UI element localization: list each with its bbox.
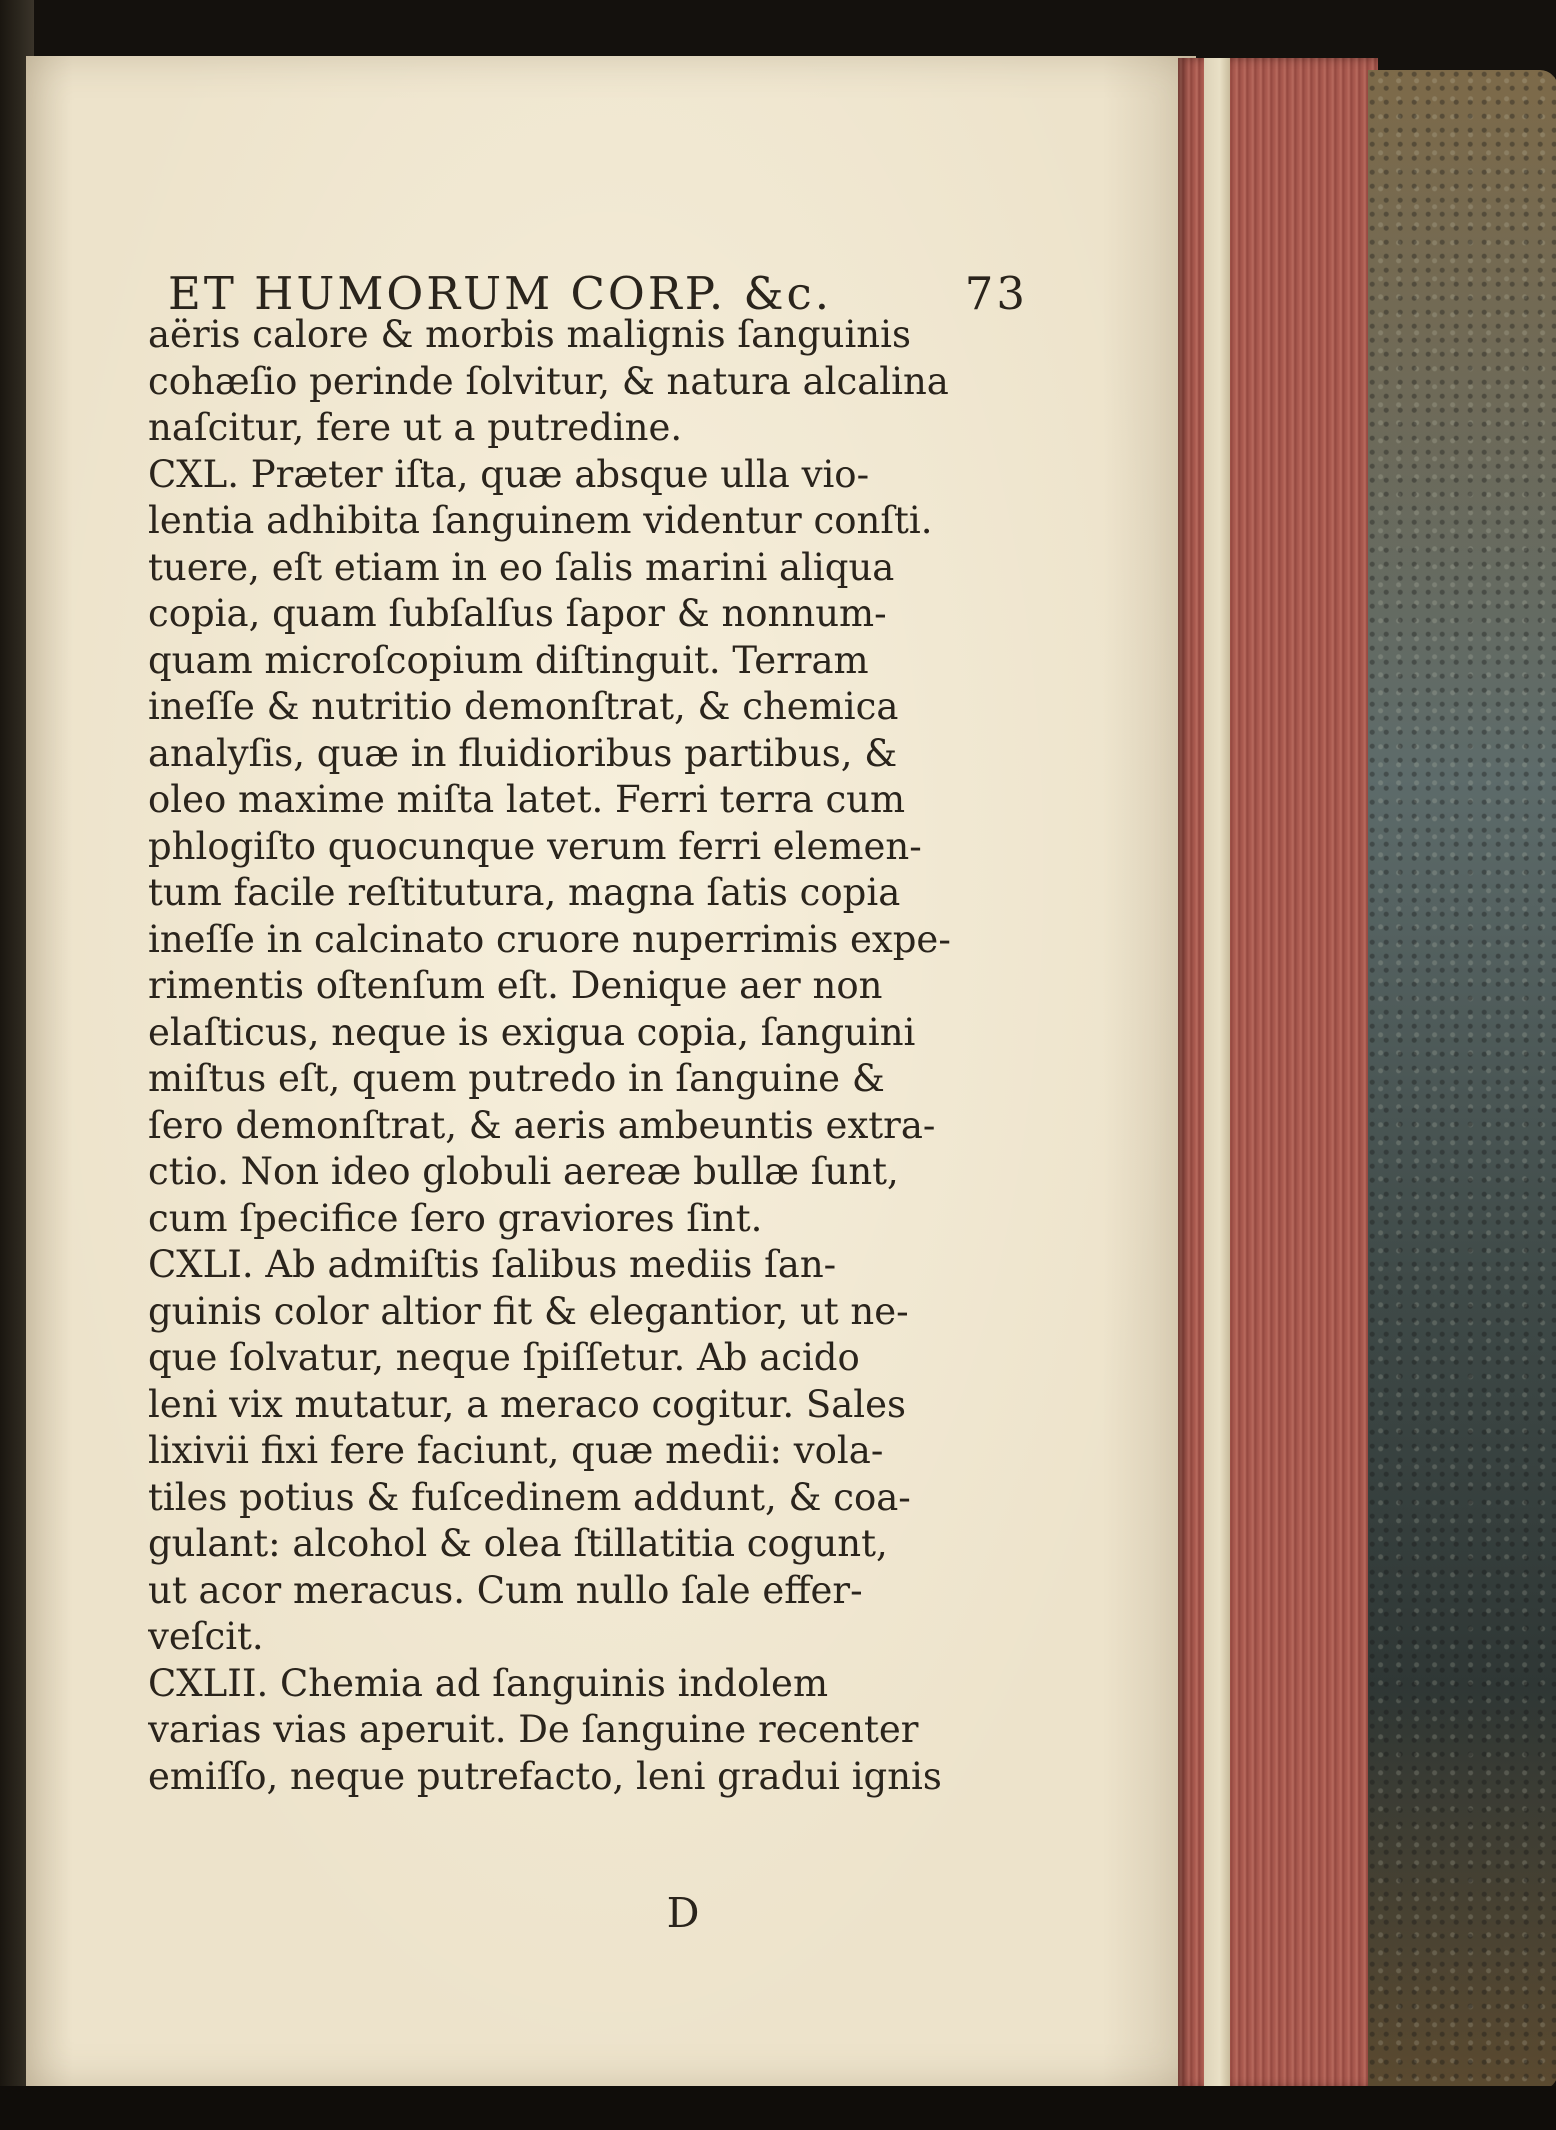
text-line: naſcitur, fere ut a putredine.: [148, 406, 683, 449]
text-line: CXL. Præter iſta, quæ absque ulla vio-: [148, 452, 870, 496]
page-number: 73: [964, 267, 1028, 320]
marbled-cover: [1368, 70, 1556, 2090]
text-line: copia, quam ſubſalſus ſapor & nonnum-: [148, 592, 887, 635]
text-line: cohæſio perinde ſolvitur, & natura alcalina: [148, 359, 949, 403]
text-line: ctio. Non ideo globuli aereæ bullæ ſunt,: [148, 1150, 899, 1193]
text-line: phlogiſto quocunque verum ferri elemen-: [148, 824, 922, 868]
text-line: varias vias aperuit. De ſanguine recenter: [148, 1708, 919, 1751]
text-line: gulant: alcohol & olea ſtillatitia cogunt,: [148, 1522, 888, 1565]
text-line: lentia adhibita ſanguinem videntur conſti.: [148, 499, 933, 542]
page-text-block: [148, 216, 1028, 1956]
text-line: ſero demonſtrat, & aeris ambeuntis extra-: [148, 1103, 936, 1147]
text-line: que ſolvatur, neque ſpiſſetur. Ab acido: [148, 1336, 860, 1379]
text-line: CXLII. Chemia ad ſanguinis indolem: [148, 1661, 829, 1705]
text-line: oleo maxime miſta latet. Ferri terra cum: [148, 778, 906, 821]
book-page: [26, 56, 1196, 2086]
bottom-shadow: [0, 2086, 1556, 2130]
text-line: lixivii fixi fere faciunt, quæ medii: vola-: [148, 1429, 884, 1472]
body-text: [148, 312, 1028, 1800]
text-line: tum facile reſtitutura, magna ſatis copia: [148, 871, 901, 914]
text-line: tuere, eſt etiam in eo ſalis marini aliqua: [148, 545, 895, 589]
page-edges: [1178, 58, 1378, 2088]
text-line: guinis color altior fit & elegantior, ut ne-: [148, 1289, 909, 1333]
text-line: ineſſe in calcinato cruore nuperrimis expe-: [148, 917, 951, 961]
text-line: analyſis, quæ in fluidioribus partibus, &: [148, 731, 898, 775]
signature-mark: D: [666, 1889, 700, 1937]
text-line: elaſticus, neque is exigua copia, ſanguini: [148, 1010, 916, 1054]
text-line: tiles potius & fuſcedinem addunt, & coa-: [148, 1475, 911, 1519]
text-line: ineſſe & nutritio demonſtrat, & chemica: [148, 685, 899, 728]
text-line: ut acor meracus. Cum nullo ſale effer-: [148, 1568, 863, 1612]
text-line: rimentis oſtenſum eſt. Denique aer non: [148, 964, 883, 1007]
text-line: emiſſo, neque putrefacto, leni gradui ignis: [148, 1754, 942, 1798]
text-line: quam microſcopium diſtinguit. Terram: [148, 638, 869, 682]
text-line: leni vix mutatur, a meraco cogitur. Sales: [148, 1382, 906, 1426]
text-line: cum ſpecifice ſero graviores ſint.: [148, 1196, 763, 1240]
text-line: CXLI. Ab admiſtis ſalibus mediis ſan-: [148, 1243, 837, 1286]
text-line: veſcit.: [148, 1615, 264, 1658]
text-line: miſtus eſt, quem putredo in ſanguine &: [148, 1057, 885, 1100]
text-line: aëris calore & morbis malignis ſanguinis: [148, 313, 911, 356]
running-title: ET HUMORUM CORP. &c.: [168, 267, 833, 320]
